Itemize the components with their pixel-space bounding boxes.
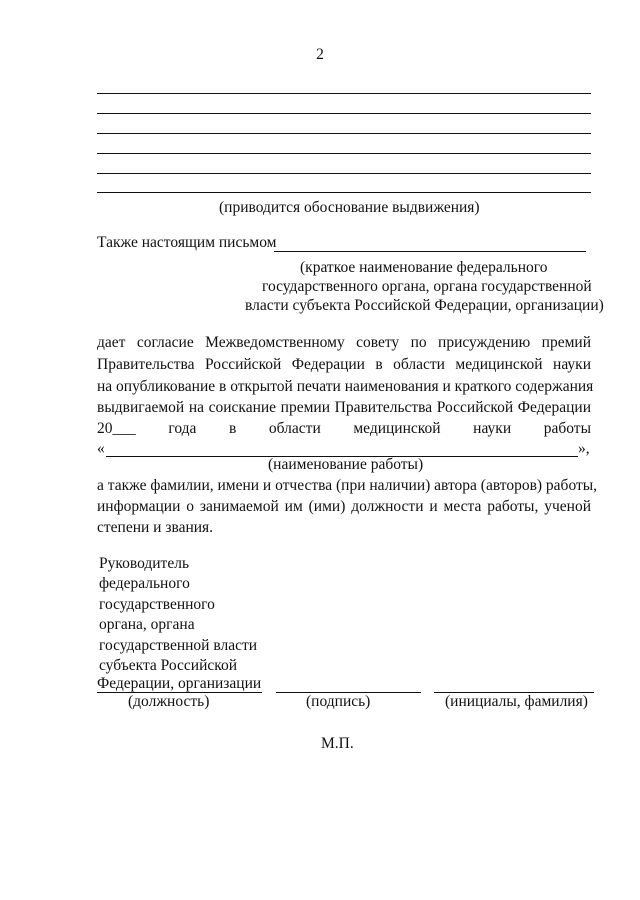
justification-caption: (приводится обоснование выдвижения) [219,199,480,216]
name-caption: (инициалы, фамилия) [445,693,588,710]
consent-body-line-1: дает согласие Межведомственному совету по присуждению премий [97,334,591,351]
consent-body-line-5: 20___ года в области медицинской науки работы [97,420,591,437]
consent-body-line-2: Правительства Российской Федерации в области медицинской науки [97,356,591,373]
position-line-7: Федерации, организации [97,675,262,692]
org-caption-line-3: власти субъекта Российской Федерации, организации) [245,297,604,314]
position-line-5: государственной власти [99,637,258,654]
position-line-4: органа, органа [99,616,195,633]
justification-blank-line-3 [97,133,591,134]
org-caption-line-2: государственного органа, органа государственной [262,278,592,295]
consent-tail-line-3: степени и звания. [97,519,214,536]
position-line-1: Руководитель [99,555,190,572]
justification-blank-line-6 [97,192,591,193]
work-caption: (наименование работы) [268,456,424,473]
org-caption-line-1: (краткое наименование федерального [300,259,548,276]
signature-caption: (подпись) [306,693,371,710]
page-number: 2 [316,46,324,63]
position-line-6: субъекта Российской [99,657,238,674]
position-line-2: федерального [99,575,190,592]
work-open-quote: « [97,440,105,457]
work-close-quote: », [578,440,590,457]
justification-blank-line-1 [97,93,591,94]
consent-body-line-3: на опубликование в открытой печати наименования и краткого содержания [97,378,594,395]
consent-tail-line-1: а также фамилии, имени и отчества (при наличии) автора (авторов) работы, [97,477,598,494]
position-line-3: государственного [99,596,215,613]
justification-blank-line-5 [97,173,591,174]
stamp-place: М.П. [321,735,354,752]
org-name-blank-line [274,251,586,252]
consent-tail-line-2: информации о занимаемой им (ими) должности и места работы, ученой [97,498,591,515]
justification-blank-line-2 [97,113,591,114]
position-caption: (должность) [128,693,210,710]
consent-lead: Также настоящим письмом [97,234,277,251]
justification-blank-line-4 [97,153,591,154]
consent-body-line-4: выдвигаемой на соискание премии Правительства Российской Федерации [97,399,591,416]
